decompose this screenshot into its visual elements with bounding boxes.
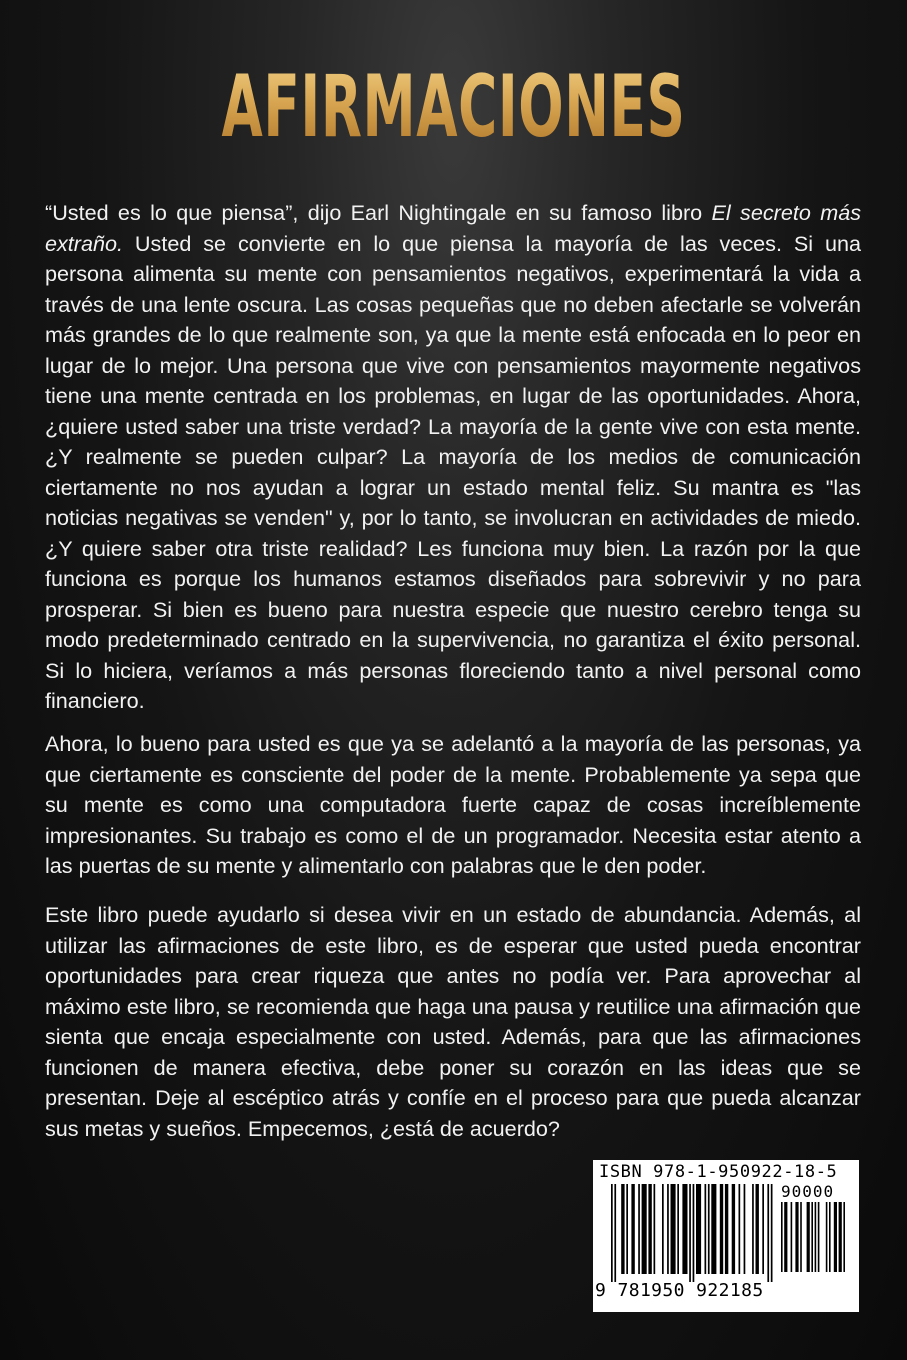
barcode-bar <box>744 1184 746 1274</box>
barcode-bar <box>696 1184 701 1274</box>
barcode-bar <box>752 1184 754 1274</box>
barcode-bar <box>784 1202 787 1272</box>
barcode-bar <box>642 1184 647 1274</box>
barcode-bar <box>654 1184 656 1274</box>
barcode-bar <box>771 1184 773 1282</box>
price-code: 90000 <box>781 1182 835 1201</box>
barcode-bar <box>648 1184 651 1274</box>
paragraph-1-opening: “Usted es lo que piensa”, dijo Earl Nightingale en su famoso libro <box>45 200 712 225</box>
barcode-bar <box>818 1202 820 1272</box>
barcode-bar <box>791 1202 793 1272</box>
barcode-bar <box>682 1184 687 1274</box>
isbn-barcode <box>593 1160 859 1312</box>
barcode-bar <box>705 1184 707 1274</box>
barcode-bar <box>767 1184 769 1282</box>
barcode-bar <box>662 1184 664 1274</box>
barcode-bar <box>671 1184 676 1274</box>
barcode-bar <box>756 1184 759 1274</box>
barcode-bar <box>815 1202 817 1272</box>
barcode-bar <box>708 1184 710 1274</box>
barcode-bar <box>693 1184 695 1282</box>
barcode-bar <box>689 1184 691 1282</box>
barcode-bar <box>720 1184 723 1274</box>
ean-barcode-bars <box>611 1184 775 1282</box>
barcode-bar <box>611 1184 613 1282</box>
barcode-bar <box>829 1202 831 1272</box>
barcode-bar <box>667 1184 669 1274</box>
barcode-bar <box>811 1202 813 1272</box>
barcode-bar <box>631 1184 634 1274</box>
ean-digits: 9 781950 922185 <box>595 1280 764 1301</box>
barcode-bar <box>800 1202 802 1272</box>
barcode-bar <box>843 1202 845 1272</box>
barcode-bar <box>626 1184 628 1274</box>
isbn-label: ISBN 978-1-950922-18-5 <box>599 1162 838 1182</box>
barcode-bar <box>834 1202 837 1272</box>
barcode-bar <box>781 1202 783 1272</box>
barcode-bar <box>711 1184 716 1274</box>
barcode-bar <box>677 1184 679 1274</box>
barcode-bar <box>839 1202 842 1272</box>
barcode-bar <box>725 1184 728 1274</box>
book-title: AFIRMACIONES <box>172 52 734 162</box>
referenced-book-title: El secreto más extraño. <box>45 200 861 256</box>
barcode-bar <box>826 1202 828 1272</box>
paragraph-1 <box>45 198 861 717</box>
barcode-bar <box>762 1184 764 1274</box>
barcode-bar <box>638 1184 640 1274</box>
barcode-bar <box>795 1202 798 1272</box>
paragraph-1-body: Usted se convierte en lo que piensa la mayoría de las veces. Si una persona alimenta su mente con pensamientos negativos, experimentará la vida a través de una lente oscura. Las cosas pequeñas que no deben afectarle se volverán más grandes de lo que realmente son, ya que la mente está enfocada en lo peor en lugar de lo mejor. Una persona que vive con pensamientos mayormente negativos tiene una mente centrada en los problemas, en lugar de las oportunidades. Ahora, ¿quiere usted saber una triste verdad? La mayoría de la gente vive con esta mente. ¿Y realmente se pueden culpar? La mayoría de los medios de comunicación ciertamente no nos ayudan a lograr un estado mental feliz. Su mantra es "las noticias negativas se venden" y, por lo tanto, se involucran en actividades de miedo. ¿Y quiere saber otra triste realidad? Les funciona muy bien. La razón por la que funciona es porque los humanos estamos diseñados para sobrevivir y no para prosperar. Si bien es bueno para nuestra especie que nuestro cerebro tenga su modo predeterminado centrado en la supervivencia, no garantiza el éxito personal. Si lo hiciera, veríamos a más personas floreciendo tanto a nivel personal como financiero. <box>45 230 861 713</box>
paragraph-3: Este libro puede ayudarlo si desea vivir en un estado de abundancia. Además, al utilizar las afirmaciones de este libro, es de esperar que usted pueda encontrar oportunidades para crear riqueza que antes no podía ver. Para aprovechar al máximo este libro, se recomienda que haga una pausa y reutilice una afirmación que sienta que encaja especialmente con usted. Además, para que las afirmaciones funcionen de manera efectiva, debe poner su corazón en las ideas que se presentan. Deje al escéptico atrás y confíe en el proceso para que pueda alcanzar sus metas y sueños. Empecemos, ¿está de acuerdo? <box>45 902 861 1141</box>
paragraph-2: Ahora, lo bueno para usted es que ya se adelantó a la mayoría de las personas, ya que ciertamente es consciente del poder de la mente. Probablemente ya sepa que su mente es como una computadora fuerte capaz de cosas increíblemente impresionantes. Su trabajo es como el de un programador. Necesita estar atento a las puertas de su mente y alimentarlo con palabras que le den poder. <box>45 731 861 878</box>
barcode-bar <box>621 1184 624 1274</box>
addon-barcode-bars <box>781 1202 847 1280</box>
barcode-bar <box>732 1184 735 1274</box>
barcode-bar <box>739 1184 741 1274</box>
barcode-bar <box>807 1202 810 1272</box>
barcode-bar <box>614 1184 616 1282</box>
